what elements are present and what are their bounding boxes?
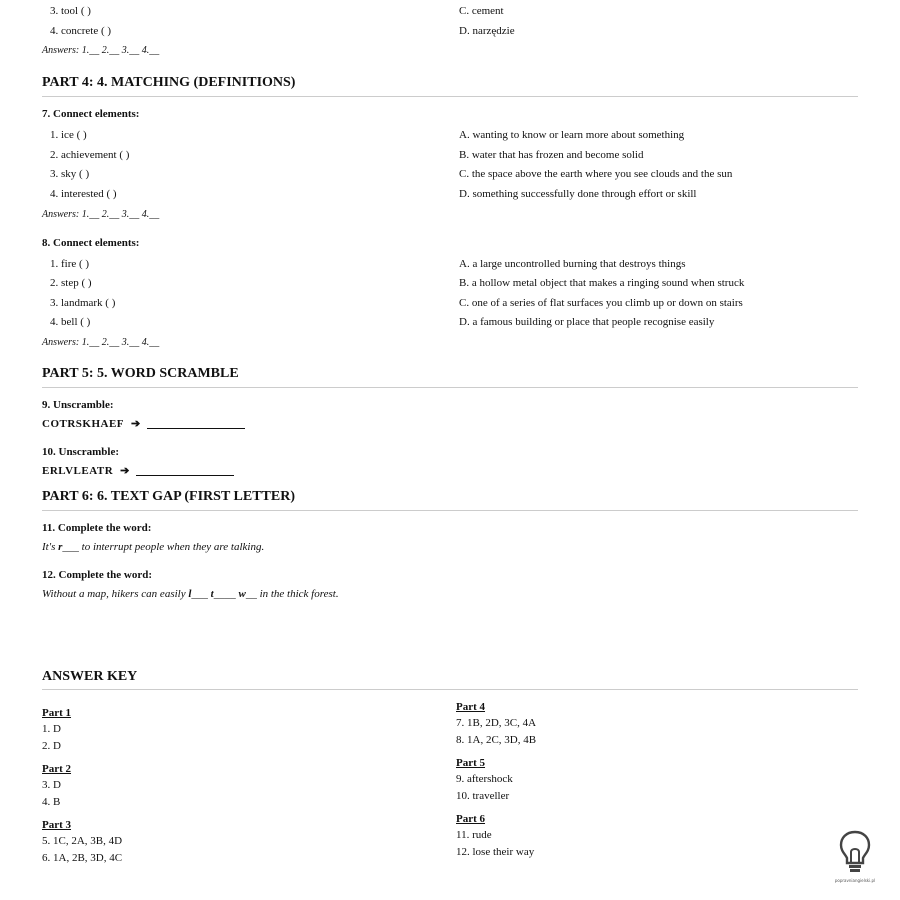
- match-right: C. one of a series of flat surfaces you climb up or down on stairs: [459, 296, 743, 309]
- key-line: 3. D: [42, 779, 61, 791]
- question-9-title: 9. Unscramble:: [42, 398, 114, 411]
- key-line: 12. lose their way: [456, 845, 535, 858]
- sentence-text: It's: [42, 540, 59, 553]
- question-10-title: 10. Unscramble:: [42, 445, 119, 458]
- key-line: 2. D: [42, 739, 61, 752]
- key-line: 8. 1A, 2C, 3D, 4B: [456, 733, 537, 746]
- match-row: [42, 185, 858, 205]
- match-right: B. a hollow metal object that makes a ringing sound when struck: [459, 277, 745, 290]
- site-logo: [826, 830, 884, 886]
- match-right: C. cement: [459, 5, 504, 17]
- gap[interactable]: __: [245, 587, 257, 600]
- key-part-heading: Part 1: [42, 707, 72, 719]
- match-left: 1. ice ( ): [50, 129, 87, 142]
- arrow-icon: ➔: [131, 417, 141, 430]
- part5-title: PART 5: 5. WORD SCRAMBLE: [42, 365, 858, 388]
- lightbulb-icon: [838, 830, 872, 876]
- key-part-heading: Part 2: [42, 763, 72, 775]
- key-line: 6. 1A, 2B, 3D, 4C: [42, 851, 123, 864]
- part6-title: PART 6: 6. TEXT GAP (FIRST LETTER): [42, 488, 858, 511]
- question-7-pairs: [42, 126, 858, 204]
- key-line: 4. B: [42, 795, 61, 808]
- answer-line: Answers: 1.__ 2.__ 3.__ 4.__: [42, 45, 160, 57]
- sentence-text: to interrupt people when they are talking.: [78, 540, 265, 553]
- match-row: [42, 146, 858, 166]
- match-right: D. something successfully done through effort or skill: [459, 187, 697, 200]
- key-part-heading: Part 6: [456, 813, 486, 825]
- gap[interactable]: ____: [213, 587, 239, 600]
- match-right: B. water that has frozen and become solid: [459, 148, 644, 161]
- scrambled-word: ERLVLEATR: [42, 464, 114, 477]
- key-part-heading: Part 4: [456, 701, 486, 713]
- key-part-heading: Part 3: [42, 819, 72, 831]
- match-row: [42, 255, 858, 275]
- key-line: 9. aftershock: [456, 773, 513, 785]
- match-row: [42, 313, 858, 333]
- first-letter: l: [188, 587, 192, 600]
- logo-text: popravniangielski.pl: [834, 878, 876, 883]
- worksheet: [42, 0, 858, 612]
- scramble-9: [42, 417, 858, 431]
- match-row: [42, 274, 858, 294]
- match-row: [42, 165, 858, 185]
- key-line: 7. 1B, 2D, 3C, 4A: [456, 717, 537, 729]
- question-8-title: 8. Connect elements:: [42, 236, 140, 249]
- match-left: 4. interested ( ): [50, 187, 117, 200]
- question-12-title: 12. Complete the word:: [42, 568, 152, 581]
- match-row: [42, 2, 858, 22]
- question-8-pairs: [42, 255, 858, 333]
- match-left: 1. fire ( ): [50, 257, 90, 270]
- match-left: 2. step ( ): [50, 277, 92, 290]
- key-line: 1. D: [42, 723, 61, 735]
- answer-line: Answers: 1.__ 2.__ 3.__ 4.__: [42, 208, 160, 220]
- answer-blank[interactable]: [136, 475, 234, 476]
- answer-key-right: [456, 699, 536, 860]
- gap-sentence-12: [42, 587, 858, 601]
- scramble-10: [42, 464, 858, 478]
- arrow-icon: ➔: [120, 464, 130, 477]
- key-line: 10. traveller: [456, 789, 510, 802]
- match-right: D. a famous building or place that people recognise easily: [459, 316, 715, 329]
- scrambled-word: COTRSKHAEF: [42, 417, 125, 430]
- gap-sentence-11: [42, 540, 858, 554]
- match-right: C. the space above the earth where you see clouds and the sun: [459, 168, 733, 181]
- first-letter: w: [238, 587, 246, 600]
- sentence-text: in the thick forest.: [256, 587, 339, 600]
- match-left: 4. concrete ( ): [50, 24, 112, 37]
- answer-key-title: ANSWER KEY: [42, 668, 858, 690]
- key-line: 5. 1C, 2A, 3B, 4D: [42, 835, 123, 847]
- part4-title: PART 4: 4. MATCHING (DEFINITIONS): [42, 74, 858, 97]
- first-letter: r: [58, 540, 63, 553]
- match-left: 3. landmark ( ): [50, 296, 116, 309]
- match-left: 3. sky ( ): [50, 168, 90, 181]
- key-line: 11. rude: [456, 829, 492, 841]
- gap[interactable]: ___: [191, 587, 211, 600]
- match-row: [42, 294, 858, 314]
- key-part-heading: Part 5: [456, 757, 486, 769]
- match-right: A. wanting to know or learn more about something: [459, 129, 685, 142]
- match-left: 4. bell ( ): [50, 316, 91, 329]
- match-right: D. narzędzie: [459, 24, 515, 37]
- match-right: A. a large uncontrolled burning that destroys things: [459, 257, 686, 270]
- match-row: [42, 126, 858, 146]
- sentence-text: Without a map, hikers can easily: [42, 587, 189, 600]
- answer-key-left: [42, 705, 122, 866]
- answer-blank[interactable]: [147, 428, 245, 429]
- match-row: [42, 22, 858, 42]
- question-11-title: 11. Complete the word:: [42, 521, 152, 534]
- part3-tail: [42, 2, 858, 58]
- question-7-title: 7. Connect elements:: [42, 108, 140, 121]
- first-letter: t: [210, 587, 214, 600]
- answer-line: Answers: 1.__ 2.__ 3.__ 4.__: [42, 336, 160, 348]
- match-left: 2. achievement ( ): [50, 148, 130, 161]
- match-left: 3. tool ( ): [50, 5, 91, 17]
- gap[interactable]: ___: [62, 540, 79, 553]
